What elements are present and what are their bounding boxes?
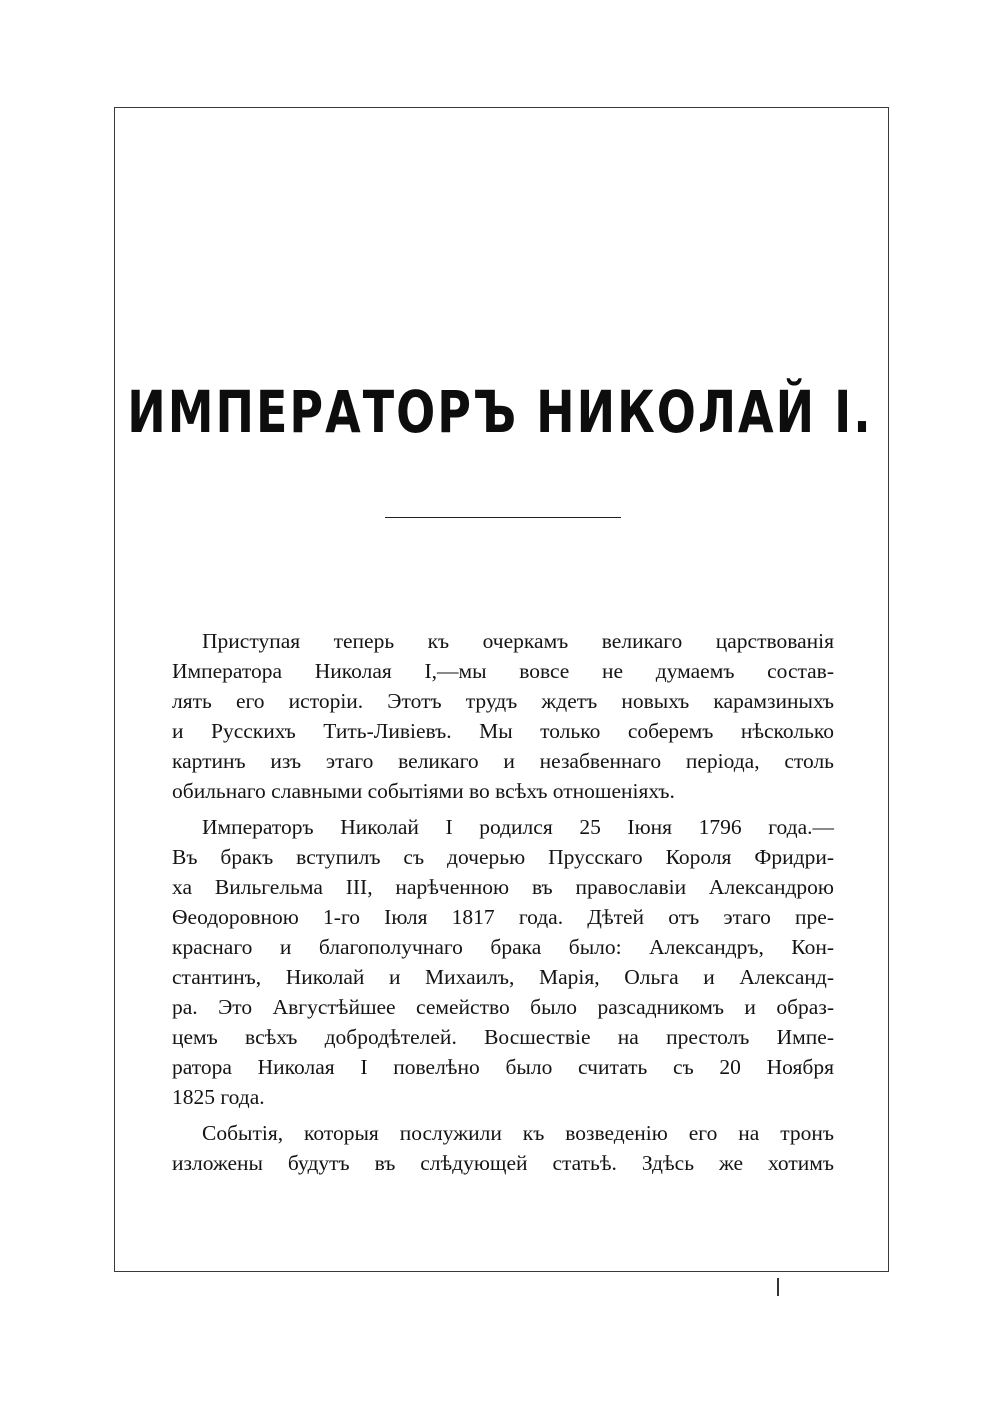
text-line: ха Вильгельма III, нарѣченною въ православіи Александрою (172, 875, 834, 899)
text-line: краснаго и благополучнаго брака было: Александръ, Кон- (172, 935, 834, 959)
text-line: цемъ всѣхъ добродѣтелей. Восшествіе на престолъ Импе- (172, 1025, 834, 1049)
text-line: и Русскихъ Тить-Ливіевъ. Мы только соберемъ нѣсколько (172, 719, 834, 743)
text-line: Ѳеодоровною 1-го Іюля 1817 года. Дѣтей отъ этаго пре- (172, 905, 834, 929)
text-line: картинъ изъ этаго великаго и незабвеннаго періода, столь (172, 749, 834, 773)
paragraph-3 (172, 1118, 834, 1178)
paragraph-1 (172, 626, 834, 806)
text-line: изложены будутъ въ слѣдующей статьѣ. Здѣсь же хотимъ (172, 1151, 834, 1175)
page-mark (777, 1278, 779, 1296)
text-line: Въ бракъ вступилъ съ дочерью Прусскаго Короля Фридри- (172, 845, 834, 869)
text-line: Императоръ Николай I родился 25 Іюня 1796 года.— (202, 815, 834, 839)
text-line: ра. Это Августѣйшее семейство было разсадникомъ и образ- (172, 995, 834, 1019)
text-line: ратора Николая I повелѣно было считать съ 20 Ноября (172, 1055, 834, 1079)
text-line: Приступая теперь къ очеркамъ великаго царствованія (202, 629, 834, 653)
text-line: Императора Николая I,—мы вовсе не думаемъ состав- (172, 659, 834, 683)
page-title: ИМПЕРАТОРЪ НИКОЛАЙ I. (127, 378, 873, 446)
paragraph-2 (172, 812, 834, 1112)
text-line: Событія, которыя послужили къ возведенію его на тронъ (202, 1121, 834, 1145)
text-line: лять его исторіи. Этотъ трудъ ждетъ новыхъ карамзиныхъ (172, 689, 834, 713)
body-text (172, 626, 834, 1178)
text-line: 1825 года. (172, 1085, 265, 1109)
text-line: обильнаго славными событіями во всѣхъ отношеніяхъ. (172, 779, 675, 803)
title-divider (385, 517, 621, 518)
text-line: стантинъ, Николай и Михаилъ, Марія, Ольга и Александ- (172, 965, 834, 989)
